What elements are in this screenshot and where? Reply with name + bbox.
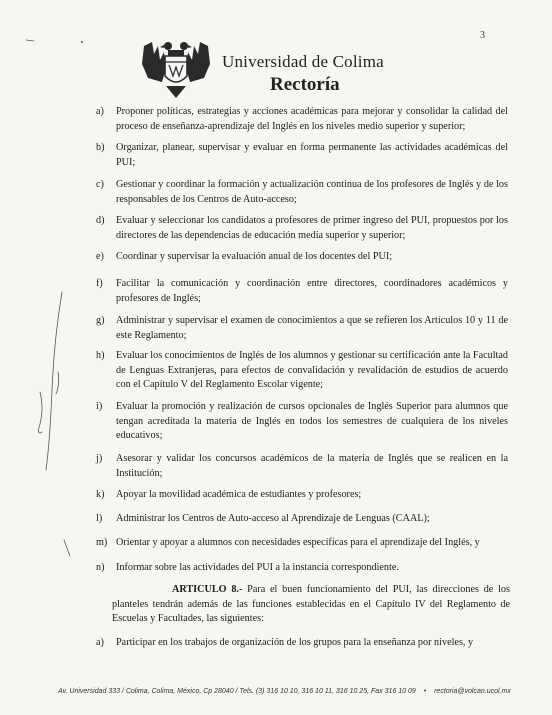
item-letter: d): [96, 215, 105, 226]
item-text: Asesorar y validar los concursos académicos de la materia de Inglés que se realicen en la Institución;: [116, 453, 508, 479]
item-letter: m): [96, 537, 108, 548]
list-item: [96, 250, 508, 265]
item-text: Gestionar y coordinar la formación y actualización continua de los profesores de Inglés y de los responsables de los Centros de Auto-acceso;: [116, 179, 508, 205]
list-item: [96, 105, 508, 134]
item-letter: l): [96, 513, 103, 524]
list-item: [96, 277, 508, 306]
item-letter: e): [96, 251, 104, 262]
list-item: [96, 561, 508, 576]
item-text: Orientar y apoyar a alumnos con necesidades específicas para el aprendizaje del Inglés, y: [116, 537, 480, 548]
item-text: Organizar, planear, supervisar y evaluar en forma permanente las actividades académicas del PUI;: [116, 142, 508, 168]
article-text: Para el buen funcionamiento del PUI, las direcciones de los planteles tendrán además de las funciones establecidas en el Capítulo IV del Reglamento de Escuelas y Facultades, las siguientes:: [112, 584, 510, 625]
item-letter: h): [96, 350, 105, 361]
item-letter: c): [96, 179, 104, 190]
list-item: [96, 314, 508, 343]
item-letter: a): [96, 637, 104, 648]
university-name: Universidad de Colima: [222, 52, 384, 71]
item-letter: f): [96, 278, 103, 289]
item-text: Proponer políticas, estrategias y acciones académicas para mejorar y consolidar la calidad del proceso de enseñanza-aprendizaje del Inglés en los niveles medio superior y superior;: [116, 106, 508, 132]
item-letter: b): [96, 142, 105, 153]
list-item: [96, 536, 508, 551]
item-text: Evaluar los conocimientos de Inglés de los alumnos y gestionar su certificación ante la Facultad de Lenguas Extranjeras, para efectos de convalidación y revalidación de estudios de acuerdo con el Capítulo V del Reglamento Escolar vigente;: [116, 350, 508, 391]
list-item: [96, 452, 508, 481]
footer: [58, 688, 528, 695]
item-letter: i): [96, 401, 103, 412]
item-text: Administrar los Centros de Auto-acceso al Aprendizaje de Lenguas (CAAL);: [116, 513, 430, 524]
office-name: Rectoría: [270, 74, 340, 95]
item-letter: a): [96, 106, 104, 117]
list-item: [96, 488, 508, 503]
item-letter: n): [96, 562, 105, 573]
footer-email: rectoria@volcan.ucol.mx: [434, 688, 511, 695]
item-text: Evaluar y seleccionar los candidatos a profesores de primer ingreso del PUI, propuestos por los directores de las dependencias de educación media superior y superior;: [116, 215, 508, 241]
article-paragraph: [112, 583, 510, 627]
item-letter: j): [96, 453, 103, 464]
item-text: Facilitar la comunicación y coordinación entre directores, coordinadores académicos y profesores de Inglés;: [116, 278, 508, 304]
item-text: Coordinar y supervisar la evaluación anual de los docentes del PUI;: [116, 251, 393, 262]
list-item: [96, 178, 508, 207]
item-text: Evaluar la promoción y realización de cursos opcionales de Inglés Superior para alumnos que tengan acreditada la materia de Inglés en todos los semestres de cualquiera de los niveles educativos;: [116, 401, 508, 442]
list-item: [96, 141, 508, 170]
university-crest-icon: [138, 38, 214, 100]
item-letter: k): [96, 489, 105, 500]
footer-separator: •: [423, 688, 427, 695]
list-item: [96, 636, 508, 651]
item-letter: g): [96, 315, 105, 326]
list-item: [96, 512, 508, 527]
footer-address: Av. Universidad 333 / Colima, Colima, México, Cp 28040 / Tels. (3) 316 10 10, 316 10 11, 316 10 25, Fax 316 10 09: [58, 688, 416, 695]
item-text: Participar en los trabajos de organización de los grupos para la enseñanza por niveles, y: [116, 637, 474, 648]
list-item: [96, 349, 508, 393]
item-text: Administrar y supervisar el examen de conocimientos a que se refieren los Artículos 10 y 11 de este Reglamento;: [116, 315, 508, 341]
list-item: [96, 214, 508, 243]
list-item: [96, 400, 508, 444]
article-heading: ARTICULO 8.-: [172, 584, 243, 595]
item-text: Informar sobre las actividades del PUI a la instancia correspondiente.: [116, 562, 399, 573]
item-text: Apoyar la movilidad académica de estudiantes y profesores;: [116, 489, 362, 500]
page-number: 3: [480, 30, 485, 41]
